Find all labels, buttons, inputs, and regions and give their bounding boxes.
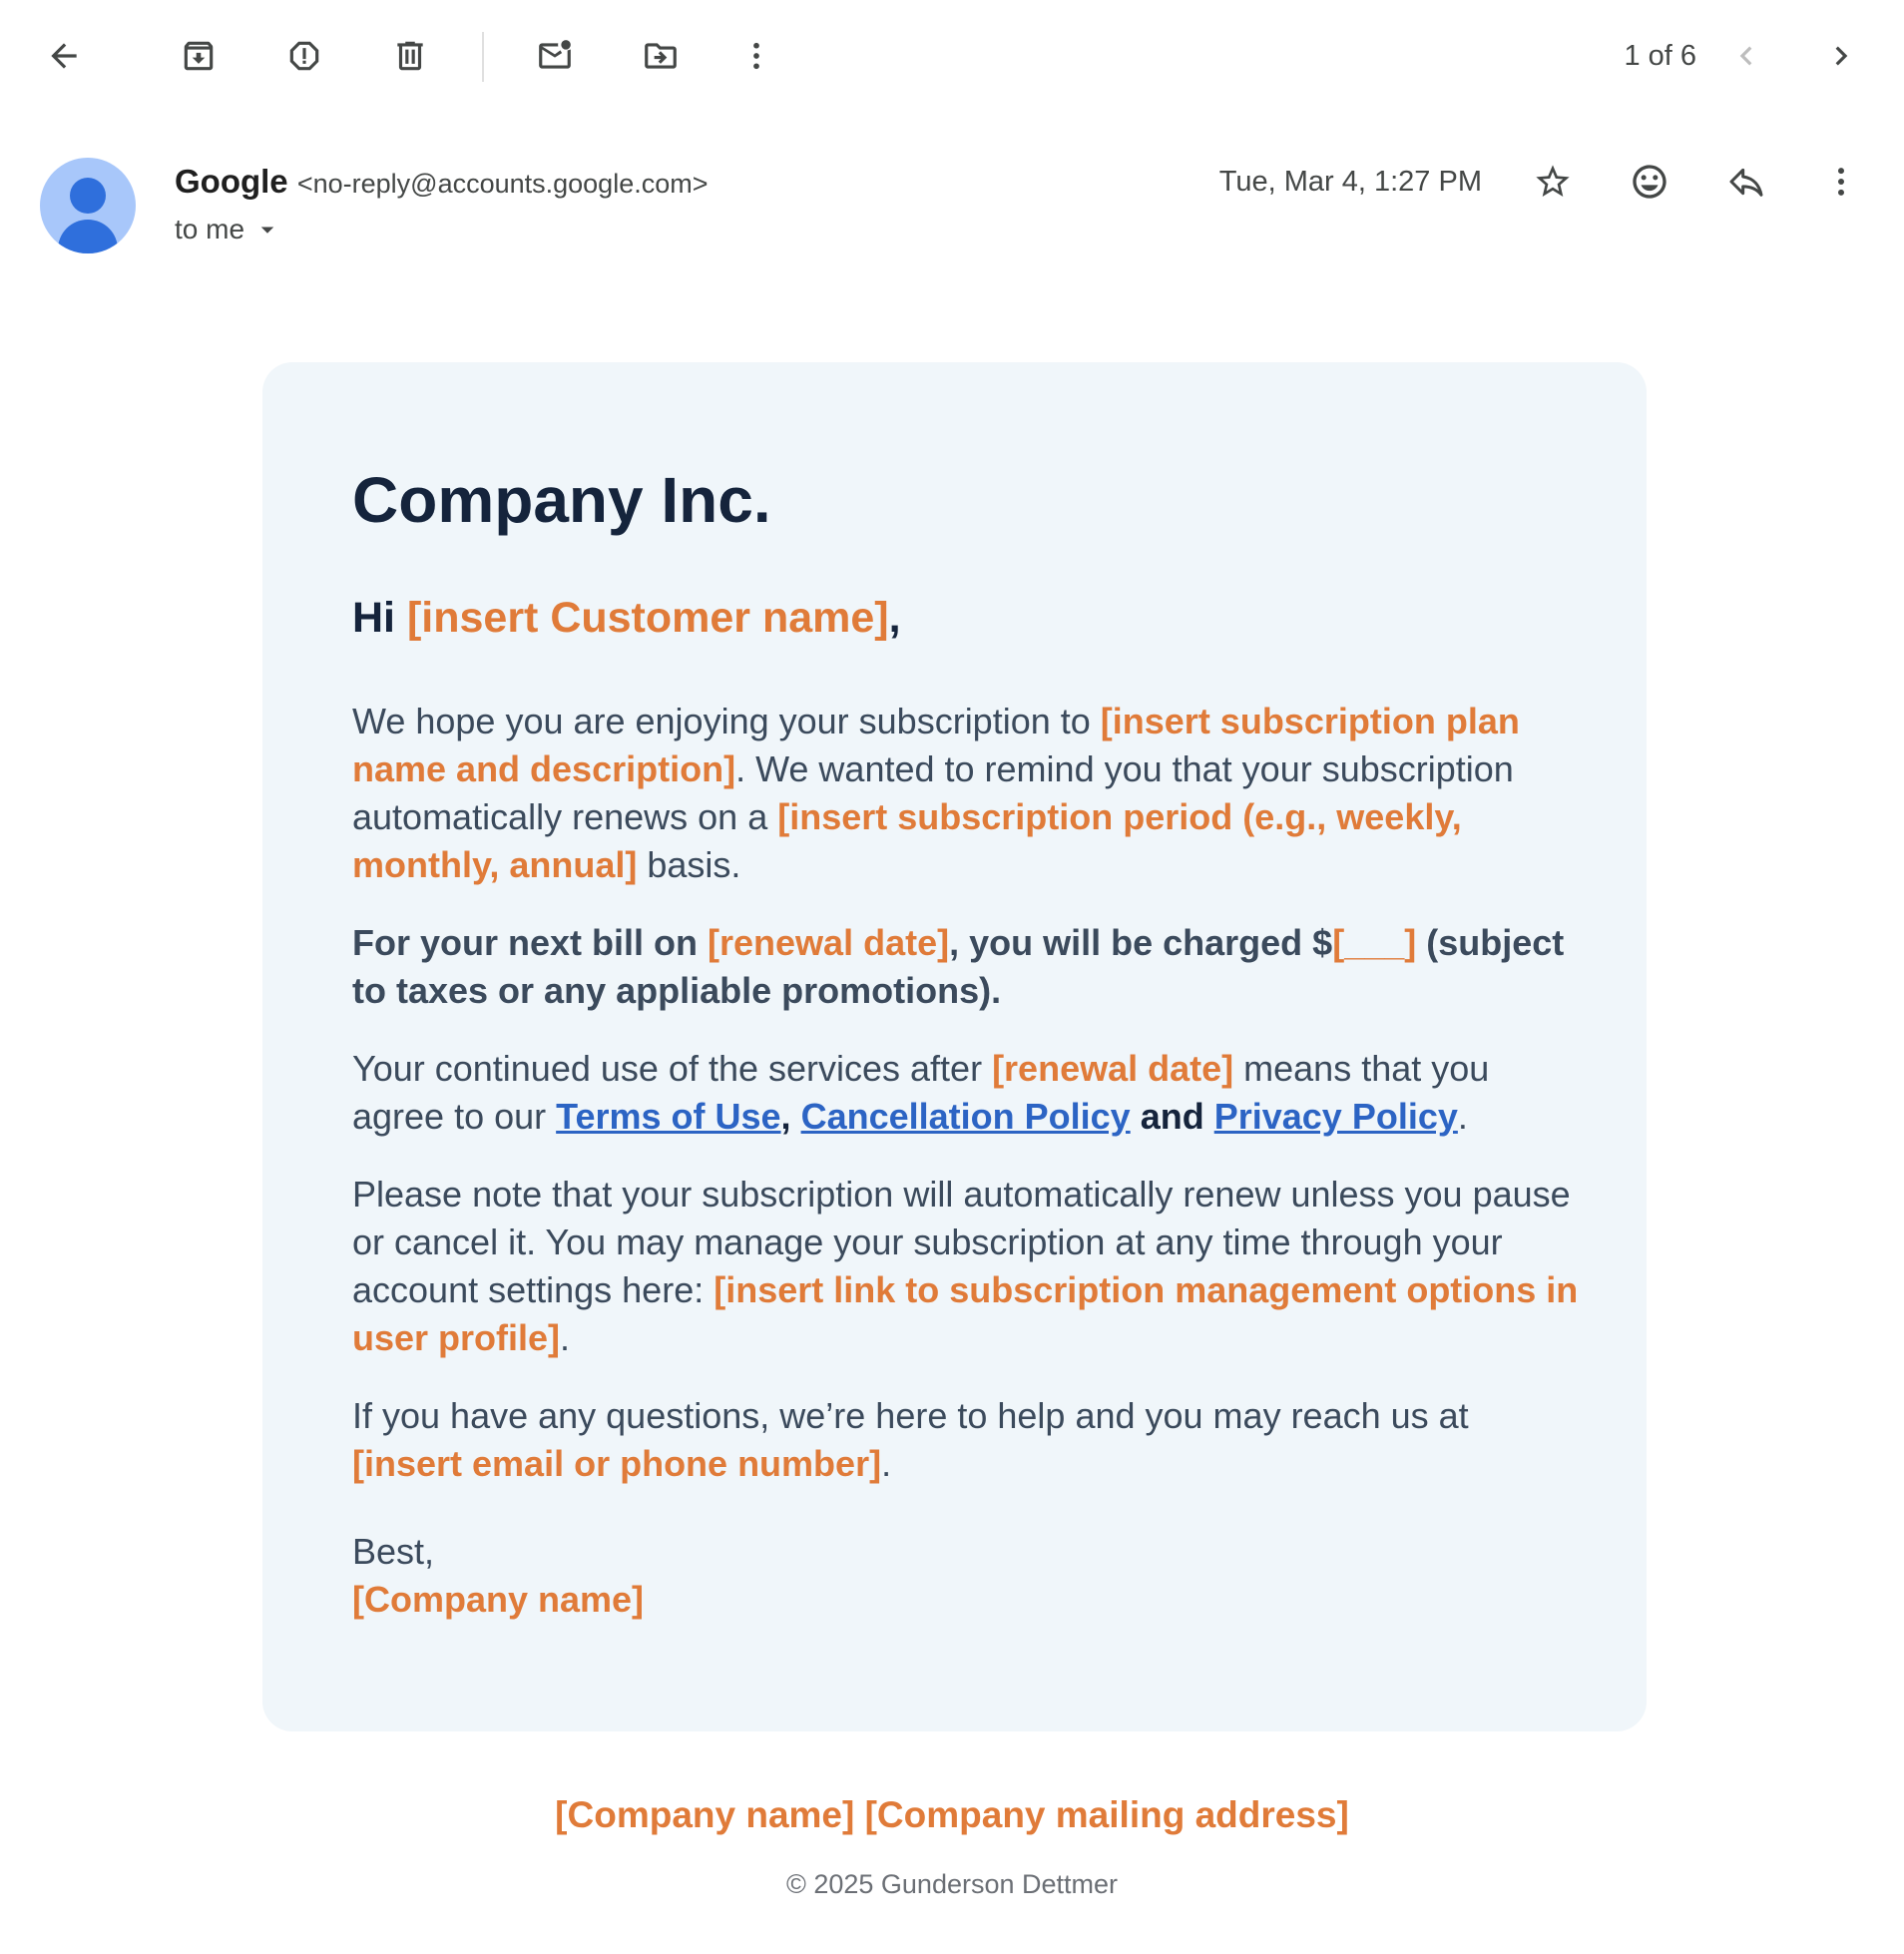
mark-unread-icon	[536, 37, 574, 75]
footer-address: [Company name] [Company mailing address]	[555, 1794, 1349, 1835]
avatar-head	[70, 178, 106, 214]
report-spam-icon	[285, 37, 323, 75]
email-date: Tue, Mar 4, 1:27 PM	[1218, 166, 1482, 198]
report-spam-button[interactable]	[272, 24, 336, 88]
paragraph-terms	[352, 1045, 1580, 1141]
caret-down-icon	[252, 215, 282, 244]
newer-button[interactable]	[1714, 24, 1778, 88]
add-reaction-button[interactable]	[1618, 150, 1681, 214]
sender-email: <no-reply@accounts.google.com>	[296, 169, 709, 199]
p1-text-3: basis.	[637, 844, 741, 885]
recipient-details-toggle[interactable]	[175, 210, 282, 249]
p1-text-2: . We wanted to remind you that your subscription automatically renews on a	[352, 748, 1514, 837]
mark-unread-button[interactable]	[523, 24, 587, 88]
p4-end: .	[560, 1317, 571, 1358]
renewal-date-placeholder: [renewal date]	[992, 1048, 1234, 1089]
customer-name-placeholder: [insert Customer name]	[406, 594, 889, 642]
p5-end: .	[881, 1443, 892, 1484]
signoff-block	[352, 1528, 1580, 1624]
signature-placeholder: [Company name]	[352, 1579, 645, 1620]
star-button[interactable]	[1521, 150, 1585, 214]
p4-text-1: Please note that your subscription will automatically renew unless you pause or cancel it. You may manage your subscription at any time through your account settings here:	[352, 1174, 1571, 1310]
company-title: Company Inc.	[352, 464, 771, 536]
reply-button[interactable]	[1714, 150, 1778, 214]
p3-text-2: means that you agree to our	[352, 1048, 1490, 1137]
renewal-date-placeholder: [renewal date]	[708, 922, 950, 963]
email-body-card	[262, 362, 1647, 1731]
greeting	[352, 590, 1580, 646]
back-button[interactable]	[32, 24, 96, 88]
more-vert-icon	[1821, 162, 1861, 202]
p2-text-2: , you will be charged $	[949, 922, 1333, 963]
period-placeholder: [insert subscription period (e.g., weekly, monthly, annual]	[352, 796, 1462, 885]
footer-copyright: © 2025 Gunderson Dettmer	[785, 1869, 1119, 1899]
avatar-body	[58, 220, 118, 253]
older-button[interactable]	[1809, 24, 1873, 88]
trash-icon	[391, 37, 429, 75]
p3-separator: ,	[780, 1096, 791, 1137]
move-to-button[interactable]	[629, 24, 693, 88]
contact-placeholder: [insert email or phone number]	[352, 1443, 882, 1484]
cancellation-policy-link[interactable]: Cancellation Policy	[800, 1096, 1131, 1137]
delete-button[interactable]	[378, 24, 442, 88]
p1-text-1: We hope you are enjoying your subscription to	[352, 701, 1101, 741]
archive-icon	[180, 37, 218, 75]
message-more-button[interactable]	[1809, 150, 1873, 214]
recipient-label: to me	[175, 214, 245, 244]
sender-line	[175, 160, 709, 206]
email-toolbar	[0, 0, 1904, 112]
chevron-right-icon	[1822, 37, 1860, 75]
paragraph-next-bill	[352, 919, 1580, 1015]
arrow-left-icon	[45, 37, 83, 75]
greeting-suffix: ,	[888, 594, 901, 642]
p5-text-1: If you have any questions, we’re here to help and you may reach us at	[352, 1395, 1469, 1436]
pagination-label: 1 of 6	[1624, 40, 1696, 72]
p2-text-3: (subject to taxes or any appliable promotions).	[352, 922, 1565, 1011]
archive-button[interactable]	[167, 24, 231, 88]
paragraph-contact	[352, 1392, 1580, 1488]
p3-space	[791, 1096, 801, 1137]
amount-placeholder: [___]	[1332, 922, 1417, 963]
toolbar-divider	[482, 32, 484, 82]
paragraph-subscription-intro	[352, 698, 1580, 889]
chevron-left-icon	[1727, 37, 1765, 75]
p3-and: and	[1130, 1096, 1214, 1137]
p3-text-1: Your continued use of the services after	[352, 1048, 993, 1089]
terms-of-use-link[interactable]: Terms of Use	[556, 1096, 781, 1137]
plan-placeholder: [insert subscription plan name and description]	[352, 701, 1520, 789]
p2-text-1: For your next bill on	[352, 922, 709, 963]
signoff-text: Best,	[352, 1531, 435, 1572]
sender-avatar[interactable]	[40, 158, 136, 253]
emoji-icon	[1630, 162, 1669, 202]
star-icon	[1533, 162, 1573, 202]
more-vert-icon	[737, 37, 775, 75]
sender-name[interactable]: Google	[175, 163, 288, 200]
greeting-prefix: Hi	[352, 594, 407, 642]
reply-icon	[1726, 162, 1766, 202]
paragraph-auto-renew	[352, 1171, 1580, 1362]
email-body-content	[352, 462, 1580, 1624]
move-to-icon	[642, 37, 680, 75]
management-link-placeholder: [insert link to subscription management options in user profile]	[352, 1269, 1579, 1358]
privacy-policy-link[interactable]: Privacy Policy	[1213, 1096, 1458, 1137]
p3-end: .	[1457, 1096, 1468, 1137]
more-actions-button[interactable]	[724, 24, 788, 88]
